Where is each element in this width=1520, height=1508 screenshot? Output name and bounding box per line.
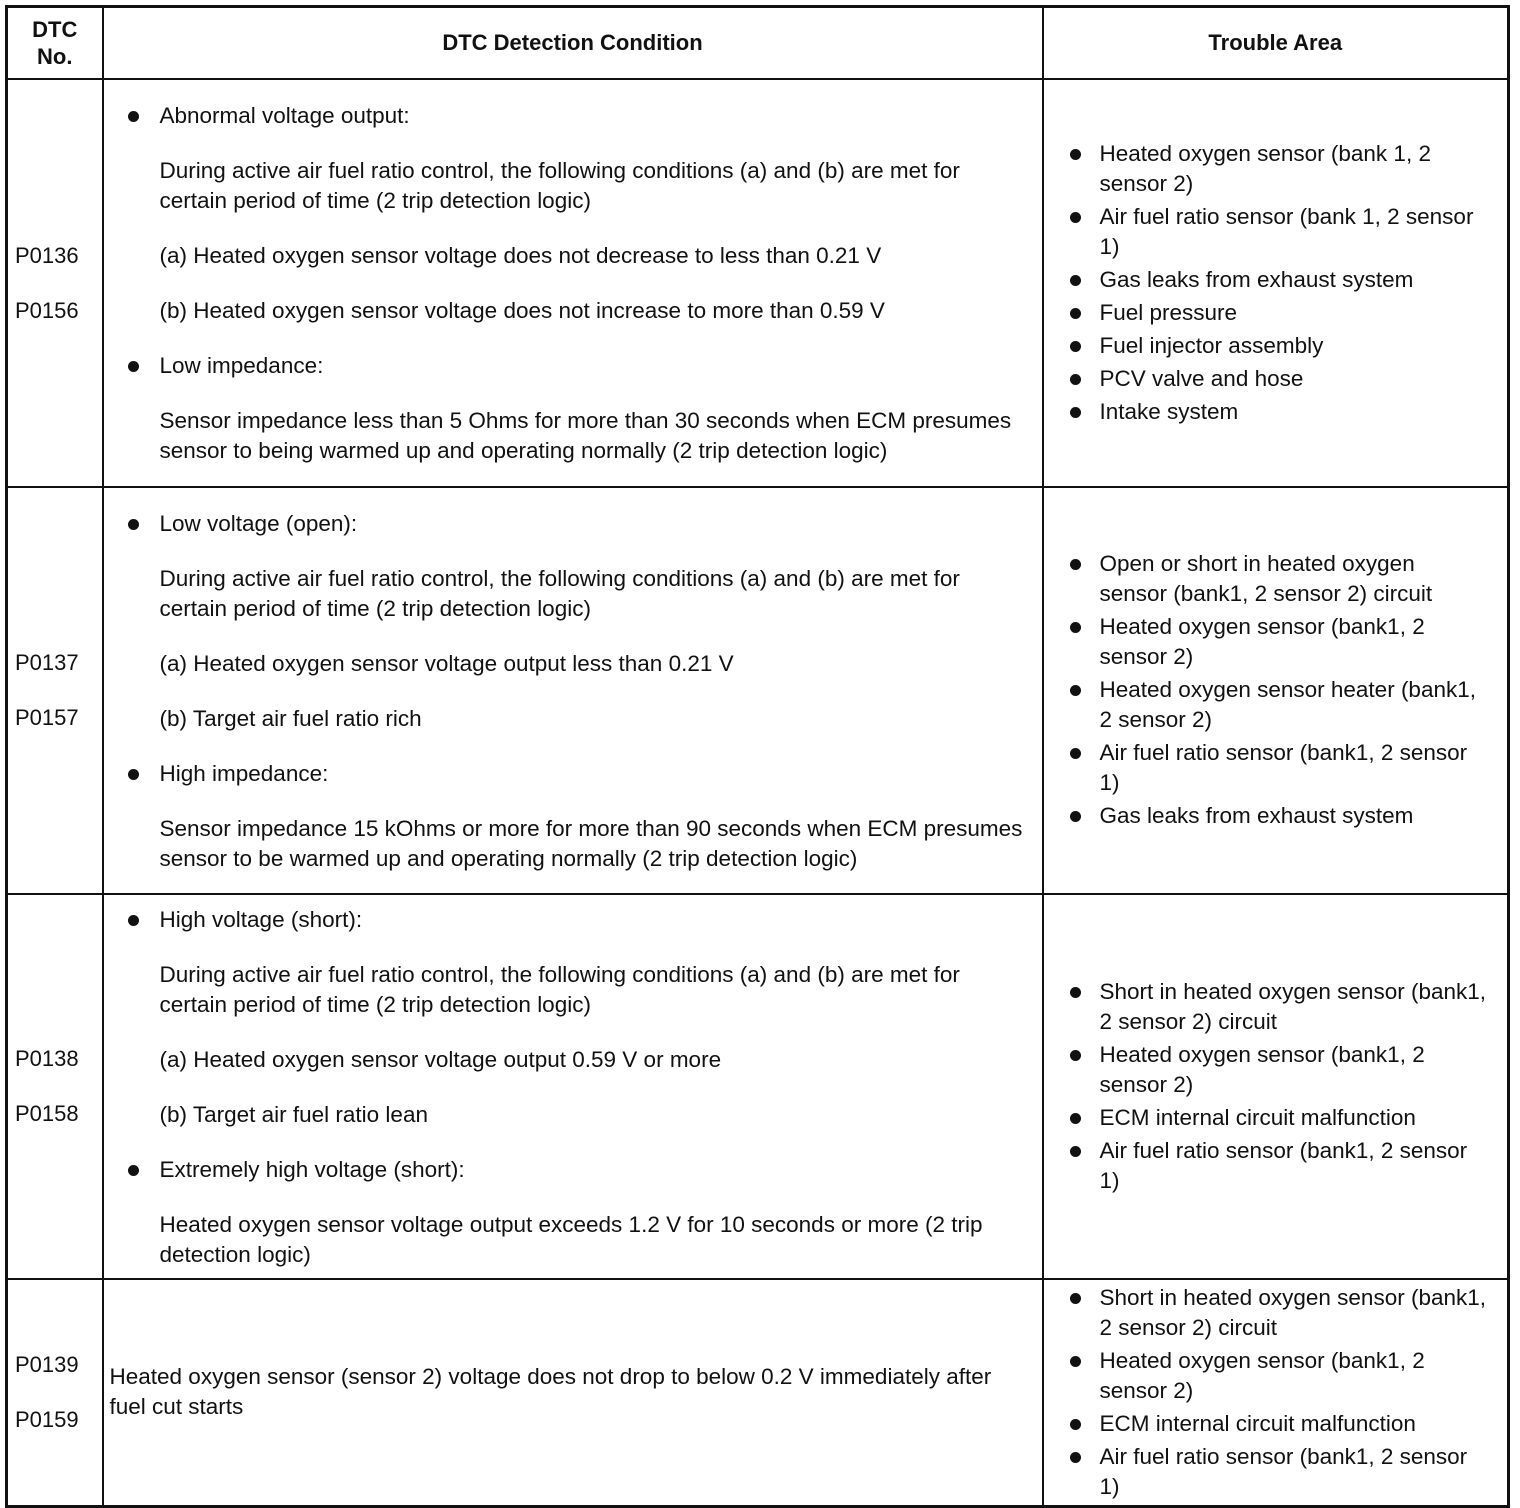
condition-text: During active air fuel ratio control, the following conditions (a) and (b) are met for certain period of time (2 trip detection logic) [159,565,960,621]
trouble-area-item: Heated oxygen sensor heater (bank1, 2 sensor 2) [1068,675,1488,735]
dtc-code-cell [7,1279,103,1507]
condition-bullet: High voltage (short): [124,905,1030,935]
header-trouble-area: Trouble Area [1043,7,1509,79]
table-row [7,487,1509,894]
condition-bullet: Low voltage (open): [124,509,1030,539]
trouble-area-cell [1043,487,1509,894]
condition-text: Heated oxygen sensor (sensor 2) voltage does not drop to below 0.2 V immediately after fuel cut starts [109,1364,992,1419]
trouble-area-item: Intake system [1068,397,1488,427]
dtc-code: P0137 [15,650,79,675]
trouble-area-cell [1043,79,1509,487]
dtc-code: P0158 [15,1101,79,1126]
dtc-code: P0157 [15,705,79,730]
trouble-area-item: ECM internal circuit malfunction [1068,1409,1488,1439]
trouble-area-item: Heated oxygen sensor (bank1, 2 sensor 2) [1068,1346,1488,1406]
condition-text: (a) Heated oxygen sensor voltage output less than 0.21 V [159,650,734,676]
trouble-area-item: Fuel pressure [1068,298,1488,328]
condition-text: (b) Target air fuel ratio rich [159,705,422,731]
condition-text: (b) Heated oxygen sensor voltage does not increase to more than 0.59 V [159,298,885,323]
dtc-code: P0138 [15,1046,79,1071]
condition-text: (a) Heated oxygen sensor voltage does not decrease to less than 0.21 V [159,243,882,268]
dtc-code-cell [7,79,103,487]
condition-bullet: Abnormal voltage output: [124,101,1030,131]
trouble-area-item: Open or short in heated oxygen sensor (bank1, 2 sensor 2) circuit [1068,549,1488,609]
trouble-area-cell [1043,1279,1509,1507]
dtc-table [5,5,1510,1508]
table-row [7,1279,1509,1507]
condition-text: Heated oxygen sensor voltage output exceeds 1.2 V for 10 seconds or more (2 trip detection logic) [159,1211,983,1267]
condition-text: (a) Heated oxygen sensor voltage output 0.59 V or more [159,1046,722,1072]
condition-text: Sensor impedance less than 5 Ohms for more than 30 seconds when ECM presumes sensor to being warmed up and operating normally (2 trip detection logic) [159,408,1012,463]
table-row [7,894,1509,1279]
trouble-area-item: Heated oxygen sensor (bank 1, 2 sensor 2) [1068,139,1488,199]
trouble-area-item: Heated oxygen sensor (bank1, 2 sensor 2) [1068,1040,1488,1100]
trouble-area-item: Air fuel ratio sensor (bank1, 2 sensor 1) [1068,1136,1488,1196]
condition-text: During active air fuel ratio control, the following conditions (a) and (b) are met for certain period of time (2 trip detection logic) [159,961,960,1017]
condition-bullet: Extremely high voltage (short): [124,1155,1030,1185]
trouble-area-item: Fuel injector assembly [1068,331,1488,361]
condition-text: During active air fuel ratio control, the following conditions (a) and (b) are met for certain period of time (2 trip detection logic) [159,158,960,213]
dtc-code: P0139 [15,1352,79,1377]
dtc-code: P0159 [15,1407,79,1432]
trouble-area-item: Gas leaks from exhaust system [1068,801,1488,831]
condition-text: (b) Target air fuel ratio lean [159,1101,428,1127]
trouble-area-item: Gas leaks from exhaust system [1068,265,1488,295]
dtc-code: P0136 [15,242,79,268]
trouble-area-item: Heated oxygen sensor (bank1, 2 sensor 2) [1068,612,1488,672]
trouble-area-item: Air fuel ratio sensor (bank1, 2 sensor 1) [1068,738,1488,798]
trouble-area-item: Air fuel ratio sensor (bank1, 2 sensor 1) [1068,1442,1488,1502]
condition-bullet: Low impedance: [124,351,1030,381]
header-dtc-no: DTC No. [7,7,103,79]
trouble-area-cell [1043,894,1509,1279]
dtc-code: P0156 [15,297,79,323]
table-row [7,79,1509,487]
dtc-code-cell [7,487,103,894]
header-condition: DTC Detection Condition [103,7,1043,79]
condition-cell [103,79,1043,487]
trouble-area-item: Air fuel ratio sensor (bank 1, 2 sensor 1) [1068,202,1488,262]
header-row [7,7,1509,79]
condition-cell [103,1279,1043,1507]
trouble-area-item: PCV valve and hose [1068,364,1488,394]
trouble-area-item: Short in heated oxygen sensor (bank1, 2 sensor 2) circuit [1068,1283,1488,1343]
dtc-code-cell [7,894,103,1279]
condition-cell [103,894,1043,1279]
condition-text: Sensor impedance 15 kOhms or more for more than 90 seconds when ECM presumes sensor to be warmed up and operating normally (2 trip detection logic) [159,815,1023,871]
trouble-area-item: Short in heated oxygen sensor (bank1, 2 sensor 2) circuit [1068,977,1488,1037]
condition-cell [103,487,1043,894]
condition-bullet: High impedance: [124,759,1030,789]
trouble-area-item: ECM internal circuit malfunction [1068,1103,1488,1133]
